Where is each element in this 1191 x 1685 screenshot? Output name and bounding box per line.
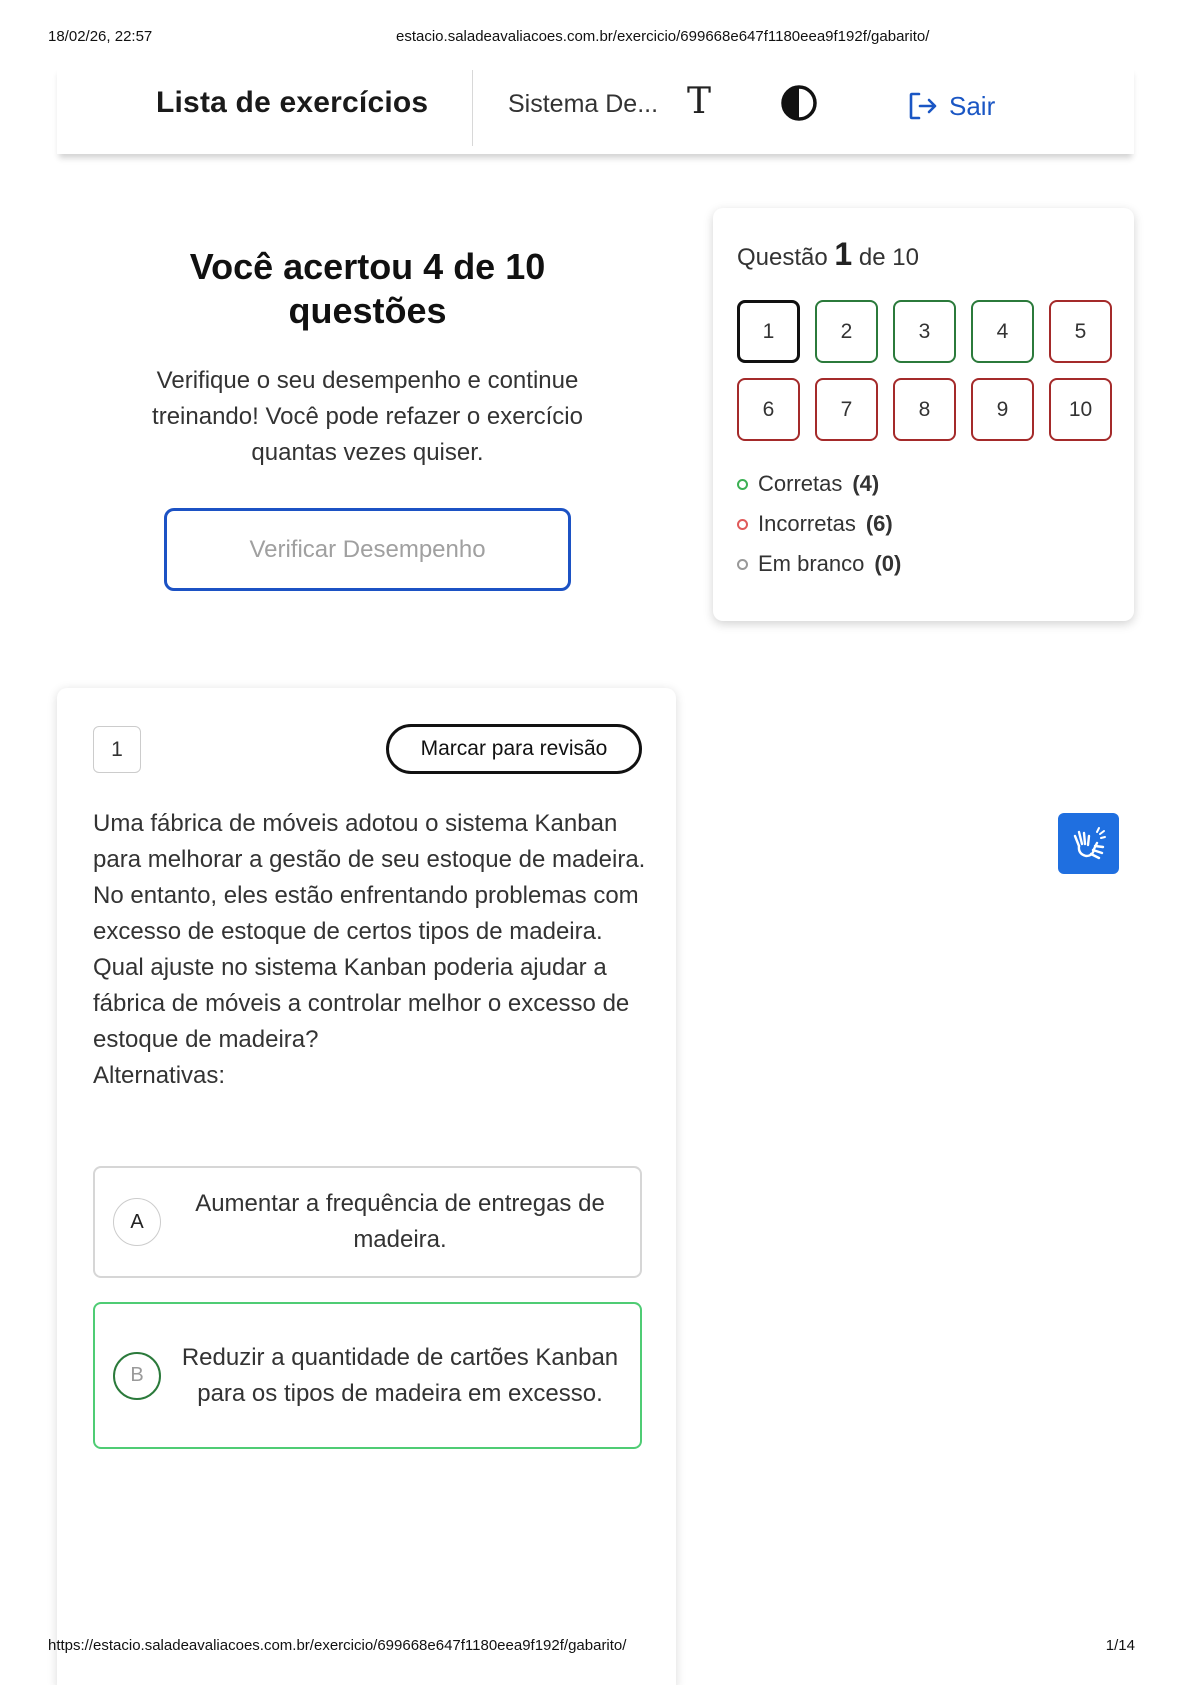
alternative-text: Reduzir a quantidade de cartões Kanban para os tipos de madeira em excesso. (181, 1343, 619, 1407)
result-summary (100, 245, 635, 471)
question-button-6[interactable]: 6 (737, 378, 800, 441)
question-button-10[interactable]: 10 (1049, 378, 1112, 441)
legend-count: (0) (874, 551, 902, 576)
status-dot-icon (737, 479, 748, 490)
question-text-paragraph: Alternativas: (93, 1062, 226, 1089)
question-text-paragraph: Qual ajuste no sistema Kanban poderia ajudar a fábrica de móveis a controlar melhor o excesso de estoque de madeira? (93, 954, 630, 1053)
print-footer (48, 1637, 1143, 1657)
mark-for-review-button[interactable]: Marcar para revisão (386, 724, 642, 774)
print-url-footer: https://estacio.saladeavaliacoes.com.br/exercicio/699668e647f1180eea9f192f/gabarito/ (48, 1637, 627, 1654)
top-bar (57, 66, 1134, 154)
result-message: Verifique o seu desempenho e continue treinando! Você pode refazer o exercício quantas vezes quiser. (152, 367, 583, 466)
question-button-5[interactable]: 5 (1049, 300, 1112, 363)
question-button-2[interactable]: 2 (815, 300, 878, 363)
logout-button[interactable] (907, 86, 995, 126)
logout-label: Sair (949, 90, 996, 121)
alternative-b[interactable] (93, 1302, 642, 1449)
alternative-letter: A (113, 1198, 161, 1246)
contrast-icon[interactable] (780, 84, 818, 122)
print-url: estacio.saladeavaliacoes.com.br/exercicio/699668e647f1180eea9f192f/gabarito/ (396, 28, 930, 45)
question-button-9[interactable]: 9 (971, 378, 1034, 441)
legend-label: Incorretas (758, 511, 856, 536)
legend-item (737, 544, 901, 584)
question-counter-prefix: Questão (737, 244, 828, 271)
question-counter (737, 236, 919, 273)
legend-label: Em branco (758, 551, 865, 576)
question-navigator (713, 208, 1134, 621)
legend-item (737, 504, 901, 544)
subject-name: Sistema De... (508, 90, 659, 118)
legend-count: (4) (852, 471, 880, 496)
legend-item (737, 464, 901, 504)
status-dot-icon (737, 519, 748, 530)
status-legend (737, 464, 901, 584)
print-header (48, 28, 1143, 48)
result-heading: Você acertou 4 de 10 questões (189, 246, 546, 331)
print-date: 18/02/26, 22:57 (48, 28, 153, 45)
question-grid (737, 300, 1112, 441)
alternative-a[interactable] (93, 1166, 642, 1278)
question-button-8[interactable]: 8 (893, 378, 956, 441)
question-button-1[interactable]: 1 (737, 300, 800, 363)
question-button-7[interactable]: 7 (815, 378, 878, 441)
legend-count: (6) (865, 511, 893, 536)
status-dot-icon (737, 559, 748, 570)
question-button-4[interactable]: 4 (971, 300, 1034, 363)
alternative-letter: B (113, 1352, 161, 1400)
alternative-text: Aumentar a frequência de entregas de madeira. (195, 1190, 605, 1253)
question-card (57, 688, 676, 1685)
question-counter-suffix: de 10 (858, 244, 919, 271)
logout-icon (907, 90, 939, 122)
question-text (93, 806, 649, 1094)
verify-performance-button[interactable]: Verificar Desempenho (164, 508, 571, 591)
question-number-badge: 1 (93, 726, 141, 773)
question-button-3[interactable]: 3 (893, 300, 956, 363)
page-title: Lista de exercícios (156, 86, 429, 119)
sign-language-icon[interactable] (1058, 813, 1119, 874)
legend-label: Corretas (758, 471, 843, 496)
question-counter-current: 1 (834, 236, 853, 272)
header-divider (472, 70, 473, 146)
question-text-paragraph: Uma fábrica de móveis adotou o sistema Kanban para melhorar a gestão de seu estoque de madeira. No entanto, eles estão enfrentando problemas com excesso de estoque de certos tipos de madeira. (93, 810, 646, 945)
print-page-number: 1/14 (1105, 1637, 1135, 1654)
font-size-icon[interactable]: T (686, 81, 711, 122)
